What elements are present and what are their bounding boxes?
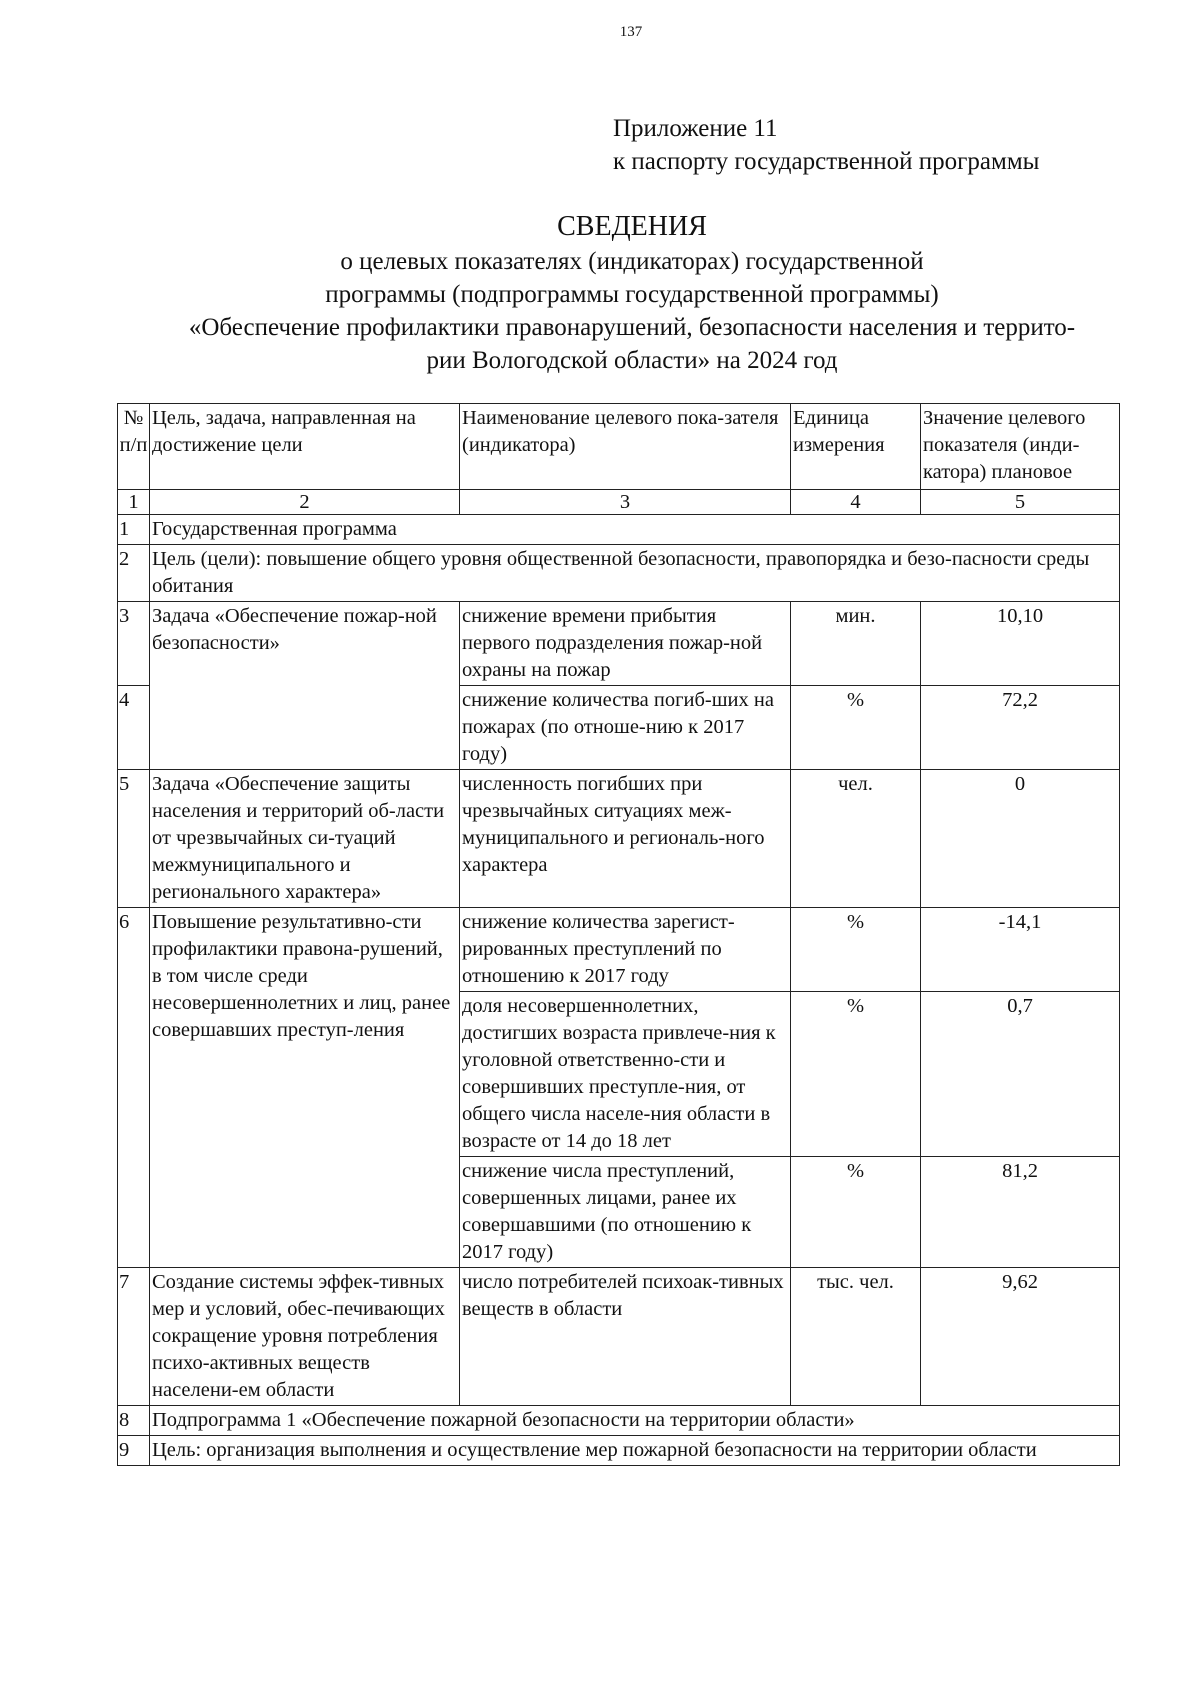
- value-cell: 81,2: [921, 1157, 1120, 1268]
- unit-cell: чел.: [791, 770, 921, 908]
- value-cell: 9,62: [921, 1268, 1120, 1406]
- column-number: 2: [150, 490, 460, 515]
- table-row: [118, 1268, 1120, 1406]
- table-header-row: [118, 404, 1120, 490]
- goal-text: Цель: организация выполнения и осуществление мер пожарной безопасности на территории области: [150, 1436, 1120, 1466]
- table-row: [118, 1436, 1120, 1466]
- indicator-cell: доля несовершеннолетних, достигших возраста привлече-ния к уголовной ответственно-сти и совершивших преступле-ния, от общего числа населе-ния области в возрасте от 14 до 18 лет: [460, 992, 791, 1157]
- unit-cell: %: [791, 1157, 921, 1268]
- value-cell: 10,10: [921, 602, 1120, 686]
- task-cell: Задача «Обеспечение защиты населения и территорий об-ласти от чрезвычайных си-туаций межмуниципального и регионального характера»: [150, 770, 460, 908]
- task-cell: Создание системы эффек-тивных мер и условий, обес-печивающих сокращение уровня потребления психо-активных веществ населени-ем области: [150, 1268, 460, 1406]
- value-cell: 72,2: [921, 686, 1120, 770]
- value-cell: -14,1: [921, 908, 1120, 992]
- row-number: 5: [118, 770, 150, 908]
- row-number: 8: [118, 1406, 150, 1436]
- indicator-cell: снижение количества зарегист-рированных преступлений по отношению к 2017 году: [460, 908, 791, 992]
- appendix-line-1: Приложение 11: [613, 115, 778, 142]
- column-number: 3: [460, 490, 791, 515]
- table-row: [118, 908, 1120, 992]
- table-row: [118, 515, 1120, 545]
- row-number: 4: [118, 686, 150, 770]
- row-number: 2: [118, 545, 150, 602]
- table-row: [118, 545, 1120, 602]
- unit-cell: %: [791, 992, 921, 1157]
- title-line-2: программы (подпрограммы государственной программы): [325, 281, 939, 308]
- value-cell: 0: [921, 770, 1120, 908]
- task-cell: Задача «Обеспечение пожар-ной безопасности»: [150, 602, 460, 770]
- section-title: Государственная программа: [150, 515, 1120, 545]
- section-title: Подпрограмма 1 «Обеспечение пожарной безопасности на территории области»: [150, 1406, 1120, 1436]
- header-unit: Единица измерения: [791, 404, 921, 490]
- unit-cell: тыс. чел.: [791, 1268, 921, 1406]
- title-line-4: рии Вологодской области» на 2024 год: [426, 347, 838, 374]
- header-indicator: Наименование целевого пока-зателя (индикатора): [460, 404, 791, 490]
- column-number: 4: [791, 490, 921, 515]
- value-cell: 0,7: [921, 992, 1120, 1157]
- column-number: 5: [921, 490, 1120, 515]
- indicator-cell: снижение числа преступлений, совершенных лицами, ранее их совершавшими (по отношению к 2017 году): [460, 1157, 791, 1268]
- title-line-1: о целевых показателях (индикаторах) государственной: [340, 248, 924, 275]
- table-row: [118, 1406, 1120, 1436]
- title-main: СВЕДЕНИЯ: [557, 211, 707, 242]
- goal-text: Цель (цели): повышение общего уровня общественной безопасности, правопорядка и безо-пасности среды обитания: [150, 545, 1120, 602]
- appendix-line-2: к паспорту государственной программы: [613, 148, 1040, 175]
- indicator-cell: численность погибших при чрезвычайных ситуациях меж-муниципального и региональ-ного характера: [460, 770, 791, 908]
- header-num: № п/п: [118, 404, 150, 490]
- row-number: 6: [118, 908, 150, 1268]
- column-number-row: [118, 490, 1120, 515]
- column-number: 1: [118, 490, 150, 515]
- unit-cell: %: [791, 686, 921, 770]
- document-title: [120, 209, 1144, 377]
- row-number: 9: [118, 1436, 150, 1466]
- task-cell: Повышение результативно-сти профилактики правона-рушений, в том числе среди несовершеннолетних и лиц, ранее совершавших преступ-ления: [150, 908, 460, 1268]
- header-goal: Цель, задача, направленная на достижение цели: [150, 404, 460, 490]
- row-number: 3: [118, 602, 150, 686]
- table-row: [118, 770, 1120, 908]
- title-line-3: «Обеспечение профилактики правонарушений, безопасности населения и террито-: [188, 314, 1076, 341]
- unit-cell: мин.: [791, 602, 921, 686]
- indicator-cell: число потребителей психоак-тивных веществ в области: [460, 1268, 791, 1406]
- unit-cell: %: [791, 908, 921, 992]
- indicators-table: [117, 403, 1120, 1466]
- indicator-cell: снижение количества погиб-ших на пожарах (по отноше-нию к 2017 году): [460, 686, 791, 770]
- indicator-cell: снижение времени прибытия первого подразделения пожар-ной охраны на пожар: [460, 602, 791, 686]
- row-number: 1: [118, 515, 150, 545]
- page-number: 137: [619, 24, 643, 40]
- appendix-heading: [613, 112, 1039, 178]
- table-row: [118, 602, 1120, 686]
- row-number: 7: [118, 1268, 150, 1406]
- header-value: Значение целевого показателя (инди-катора) плановое: [921, 404, 1120, 490]
